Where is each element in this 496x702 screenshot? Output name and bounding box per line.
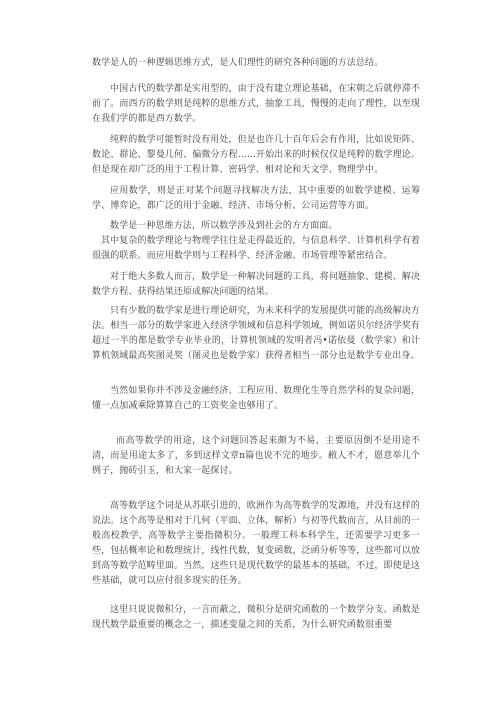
paragraph-chinese-vs-western-math: 中国古代的数学都是实用型的，由于没有建立理论基础，在宋朝之后就停滞不前了。而西方的数学则是纯粹的思维方式，抽象工具，慢慢的走向了理性，以至现在我们学的都是西方数学。 <box>92 84 420 124</box>
paragraph-basic-needs: 当然如果你并不涉及金融经济、工程应用、数理化生等自然学科的复杂问题，懂一点加减乘除算算自己的工资奖金也够用了。 <box>92 386 420 411</box>
paragraph-tool: 对于绝大多数人而言，数学是一种解决问题的工具，将问题抽象、建模、解决数学方程、获得结果还原成解决问题的结果。 <box>92 272 420 297</box>
paragraph-higher-math-definition: 高等数学这个词是从苏联引进的，欧洲作为高等数学的发源地，并没有这样的说法。这个高等是相对于几何（平面、立体，解析）与初等代数而言，从目前的一般高校教学，高等数学主要指微积分。一般理工科本科学生，还需要学习更多一些，包括概率论和数理统计，线性代数，复变函数，泛函分析等等，这些都可以放到高等数学范畴里面。当然，这些只是现代数学的最基本的基础，不过，即使是这些基础，就可以应付很多现实的任务。 <box>92 501 420 586</box>
paragraph-intro: 数学是人的一种逻辑思维方式，是人们理性的研究各种问题的方法总结。 <box>92 58 384 68</box>
paragraph-applied-math: 应用数学，则是正对某个问题寻找解决方法，其中重要的如数学建模、运筹学、博弈论，都广泛的用于金融、经济、市场分析、公司运营等方面。 <box>92 186 420 211</box>
paragraph-higher-math-uses: 而高等数学的用途，这个问题回答起来颇为不易，主要原因倒不是用途不清，而是用途太多了，多到这样文章n篇也说不完的地步。敝人不才，愿意举几个例子，抛砖引玉，和大家一起探讨。 <box>92 436 420 476</box>
paragraph-physics-relation: 其中复杂的数学理论与物理学往往是走得最近的，与信息科学、计算机科学有着很强的联系。而应用数学则与工程科学、经济金融、市场管理等紧密结合。 <box>92 236 420 261</box>
paragraph-mathematicians: 只有少数的数学家是进行理论研究，为未来科学的发展提供可能的高级解决方法。相当一部分的数学家进入经济学领域和信息科学领域，例如诺贝尔经济学奖有超过一半的都是数学专业毕业的，计算机领域的发明者冯•诺依曼（数学家）和计算机领域最高奖图灵奖（图灵也是数学家）获得者相当一部分也是数学专业出身。 <box>92 306 420 361</box>
paragraph-calculus: 这里只说说微积分，一言而蔽之，微积分是研究函数的一个数学分支。函数是现代数学最重要的概念之一，描述变量之间的关系，为什么研究函数很重要 <box>92 605 420 630</box>
paragraph-pure-math: 纯粹的数学可能暂时没有用处，但是也许几十百年后会有作用，比如说矩阵、数论、群论、黎曼几何、偏微分方程……开始出来的时候仅仅是纯粹的数学理论。但是现在却广泛的用于工程计算、密码学、相对论和天文学、物理学中。 <box>92 135 420 175</box>
paragraph-thinking-method: 数学是一种思维方法，所以数学涉及到社会的方方面面。 <box>110 221 338 231</box>
